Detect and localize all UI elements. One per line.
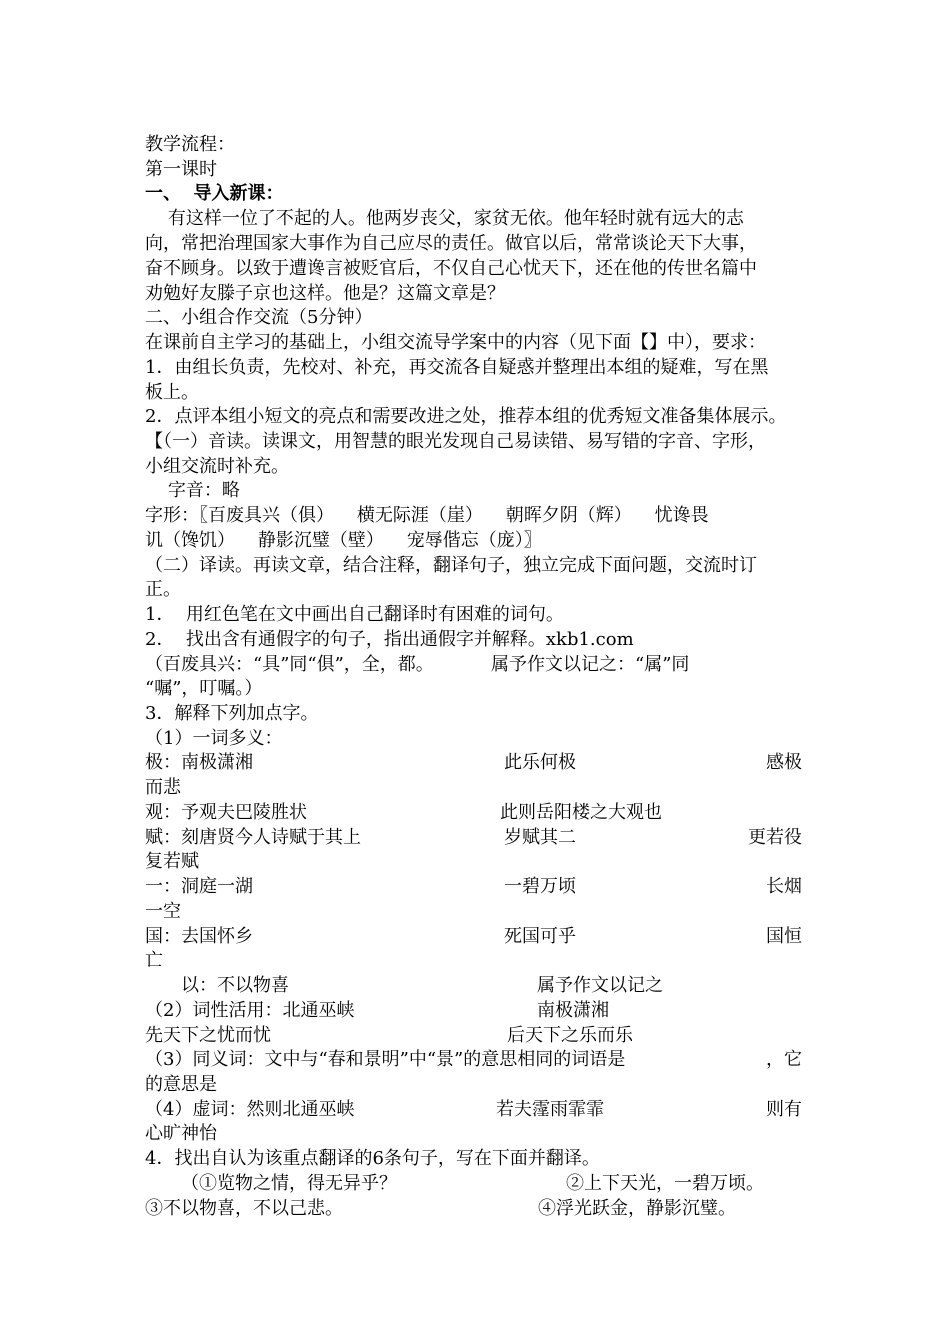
vocab-cell: 南极潇湘 xyxy=(537,1000,609,1021)
body-line: 小组交流时补充。 xyxy=(145,456,289,477)
vocab-cell: 岁赋其二 xyxy=(504,827,576,848)
sentence-item: ③不以物喜，不以己悲。 xyxy=(145,1198,343,1219)
heading-first-lesson: 第一课时 xyxy=(145,159,217,180)
vocab-cell: 长烟 xyxy=(766,876,802,897)
intro-paragraph-line: 劝勉好友滕子京也这样。他是？这篇文章是？ xyxy=(145,283,505,304)
body-line: （百废具兴：“具”同“俱”，全，都。 属予作文以记之：“属”同 xyxy=(145,654,690,675)
vocab-cell: 感极 xyxy=(766,752,802,773)
body-line: 1．由组长负责，先校对、补充，再交流各自疑惑并整理出本组的疑难，写在黑 xyxy=(145,357,769,378)
body-line: 字音：略 xyxy=(145,480,240,501)
vocab-cell: 观：予观夫巴陵胜状 xyxy=(145,802,307,823)
vocab-cell: 以：不以物喜 xyxy=(181,975,289,996)
vocab-wrap: 复若赋 xyxy=(145,851,199,872)
vocab-wrap: 一空 xyxy=(145,901,181,922)
vocab-cell: 先天下之忧而忧 xyxy=(145,1025,271,1046)
vocab-cell: 属予作文以记之 xyxy=(537,975,663,996)
body-line: （二）译读。再读文章，结合注释，翻译句子，独立完成下面问题，交流时订 xyxy=(145,555,757,576)
vocab-wrap: 而悲 xyxy=(145,777,181,798)
vocab-cell: （4）虚词：然则北通巫峡 xyxy=(145,1099,355,1120)
vocab-wrap: 心旷神怡 xyxy=(145,1123,217,1144)
synonym-question: （3）同义词：文中与“春和景明”中“景”的意思相同的词语是 xyxy=(145,1049,626,1070)
body-line: （1）一词多义： xyxy=(145,728,283,749)
sentence-item: ②上下天光，一碧万顷。 xyxy=(566,1173,764,1194)
body-line: 2．点评本组小短文的亮点和需要改进之处，推荐本组的优秀短文准备集体展示。 xyxy=(145,406,787,427)
vocab-cell: 赋：刻唐贤今人诗赋于其上 xyxy=(145,827,361,848)
vocab-cell: 则有 xyxy=(766,1099,802,1120)
body-line: 【（一）音读。读课文，用智慧的眼光发现自己易读错、易写错的字音、字形， xyxy=(145,431,766,452)
vocab-cell: 后天下之乐而乐 xyxy=(507,1025,633,1046)
body-line: 讥（馋饥） 静影沉璧（壁） 宠辱偕忘（庞）〗 xyxy=(145,530,542,551)
vocab-cell: 更若役 xyxy=(748,827,802,848)
vocab-cell: 若夫霪雨霏霏 xyxy=(496,1099,604,1120)
body-line: 1． 用红色笔在文中画出自己翻译时有困难的词句。 xyxy=(145,604,564,625)
vocab-cell: 一碧万顷 xyxy=(504,876,576,897)
vocab-cell: 死国可乎 xyxy=(504,926,576,947)
vocab-cell: 此乐何极 xyxy=(504,752,576,773)
vocab-wrap: 亡 xyxy=(145,950,163,971)
body-line: 字形：〖百废具兴（俱） 横无际涯（崖） 朝晖夕阴（辉） 忧谗畏 xyxy=(145,505,709,526)
heading-teaching-process: 教学流程： xyxy=(145,134,235,155)
intro-paragraph-line: 向，常把治理国家大事作为自己应尽的责任。做官以后，常常谈论天下大事， xyxy=(145,233,757,254)
heading-section-2: 二、小组合作交流（5分钟） xyxy=(145,307,373,328)
body-line: 2． 找出含有通假字的句子，指出通假字并解释。xkb1.com xyxy=(145,629,634,650)
intro-paragraph-line: 有这样一位了不起的人。他两岁丧父，家贫无依。他年轻时就有远大的志 xyxy=(145,208,744,229)
vocab-cell: 一：洞庭一湖 xyxy=(145,876,253,897)
sentence-item: （①览物之情，得无异乎？ xyxy=(181,1173,397,1194)
vocab-cell: 国：去国怀乡 xyxy=(145,926,253,947)
vocab-cell: 此则岳阳楼之大观也 xyxy=(500,802,662,823)
body-line: 4．找出自认为该重点翻译的6条句子，写在下面并翻译。 xyxy=(145,1148,600,1169)
intro-paragraph-line: 奋不顾身。以致于遭谗言被贬官后，不仅自己心忧天下，还在他的传世名篇中 xyxy=(145,258,757,279)
sentence-item: ④浮光跃金，静影沉璧。 xyxy=(538,1198,736,1219)
body-line: 3．解释下列加点字。 xyxy=(145,703,319,724)
vocab-cell: 极：南极潇湘 xyxy=(145,752,253,773)
body-line: 的意思是 xyxy=(145,1074,217,1095)
vocab-cell: （2）词性活用：北通巫峡 xyxy=(145,1000,355,1021)
body-line: 正。 xyxy=(145,579,181,600)
body-line: “嘱”，叮嘱。） xyxy=(145,678,263,699)
vocab-cell: 国恒 xyxy=(766,926,802,947)
body-line: 板上。 xyxy=(145,382,199,403)
synonym-question-tail: ，它 xyxy=(766,1049,802,1070)
heading-section-1: 一、 导入新课： xyxy=(145,183,284,204)
body-line: 在课前自主学习的基础上，小组交流导学案中的内容（见下面【】中），要求： xyxy=(145,332,766,353)
